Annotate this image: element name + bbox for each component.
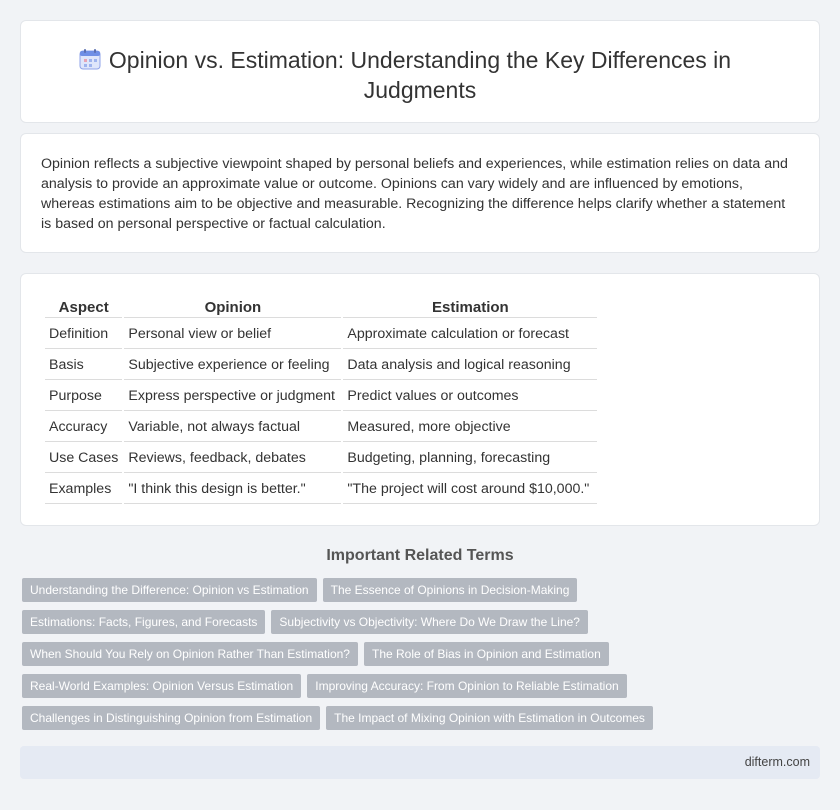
related-term-link[interactable]: Estimations: Facts, Figures, and Forecasts <box>22 610 265 634</box>
tag-row <box>22 642 822 666</box>
cell-estimation: "The project will cost around $10,000." <box>343 475 597 504</box>
cell-estimation: Data analysis and logical reasoning <box>343 351 597 380</box>
cell-aspect: Basis <box>45 351 122 380</box>
related-term-link[interactable]: When Should You Rely on Opinion Rather Than Estimation? <box>22 642 358 666</box>
table-row <box>45 444 597 473</box>
related-term-link[interactable]: Challenges in Distinguishing Opinion from Estimation <box>22 706 320 730</box>
cell-opinion: Reviews, feedback, debates <box>124 444 341 473</box>
page-title: Opinion vs. Estimation: Understanding the Key Differences in Judgments <box>108 47 732 103</box>
cell-aspect: Definition <box>45 320 122 349</box>
related-term-link[interactable]: Improving Accuracy: From Opinion to Reliable Estimation <box>307 674 626 698</box>
table-header-row <box>45 298 597 318</box>
cell-opinion: Personal view or belief <box>124 320 341 349</box>
table-row <box>45 413 597 442</box>
cell-opinion: Subjective experience or feeling <box>124 351 341 380</box>
cell-opinion: Express perspective or judgment <box>124 382 341 411</box>
cell-estimation: Approximate calculation or forecast <box>343 320 597 349</box>
tag-row <box>22 674 822 698</box>
tag-row <box>22 578 822 602</box>
cell-opinion: Variable, not always factual <box>124 413 341 442</box>
cell-opinion: "I think this design is better." <box>124 475 341 504</box>
comparison-table-card <box>20 273 820 526</box>
related-term-link[interactable]: The Impact of Mixing Opinion with Estimation in Outcomes <box>326 706 653 730</box>
header-estimation: Estimation <box>343 298 597 318</box>
cell-estimation: Budgeting, planning, forecasting <box>343 444 597 473</box>
header-card <box>20 20 820 123</box>
related-term-link[interactable]: The Role of Bias in Opinion and Estimation <box>364 642 609 666</box>
tag-row <box>22 706 822 730</box>
cell-aspect: Use Cases <box>45 444 122 473</box>
table-row <box>45 351 597 380</box>
header-opinion: Opinion <box>124 298 341 318</box>
cell-estimation: Predict values or outcomes <box>343 382 597 411</box>
related-term-link[interactable]: Subjectivity vs Objectivity: Where Do We Draw the Line? <box>271 610 588 634</box>
footer <box>20 746 820 779</box>
header-aspect: Aspect <box>45 298 122 318</box>
cell-aspect: Purpose <box>45 382 122 411</box>
cell-aspect: Accuracy <box>45 413 122 442</box>
related-term-link[interactable]: Understanding the Difference: Opinion vs Estimation <box>22 578 317 602</box>
comparison-table <box>43 296 599 506</box>
related-term-link[interactable]: The Essence of Opinions in Decision-Making <box>323 578 578 602</box>
table-row <box>45 382 597 411</box>
cell-estimation: Measured, more objective <box>343 413 597 442</box>
table-row <box>45 475 597 504</box>
intro-paragraph: Opinion reflects a subjective viewpoint shaped by personal beliefs and experiences, while estimation relies on data and analysis to provide an approximate value or outcome. Opinions can vary widely and are influenced by emotions, whereas estimations aim to be objective and measurable. Recognizing the difference helps clarify whether a statement is based on personal perspective or factual calculation. <box>41 156 788 232</box>
related-terms-list <box>22 578 822 738</box>
intro-card <box>20 133 820 253</box>
cell-aspect: Examples <box>45 475 122 504</box>
related-term-link[interactable]: Real-World Examples: Opinion Versus Estimation <box>22 674 301 698</box>
tag-row <box>22 610 822 634</box>
related-terms-heading: Important Related Terms <box>326 547 514 564</box>
table-row <box>45 320 597 349</box>
footer-site-link[interactable]: difterm.com <box>744 755 810 769</box>
